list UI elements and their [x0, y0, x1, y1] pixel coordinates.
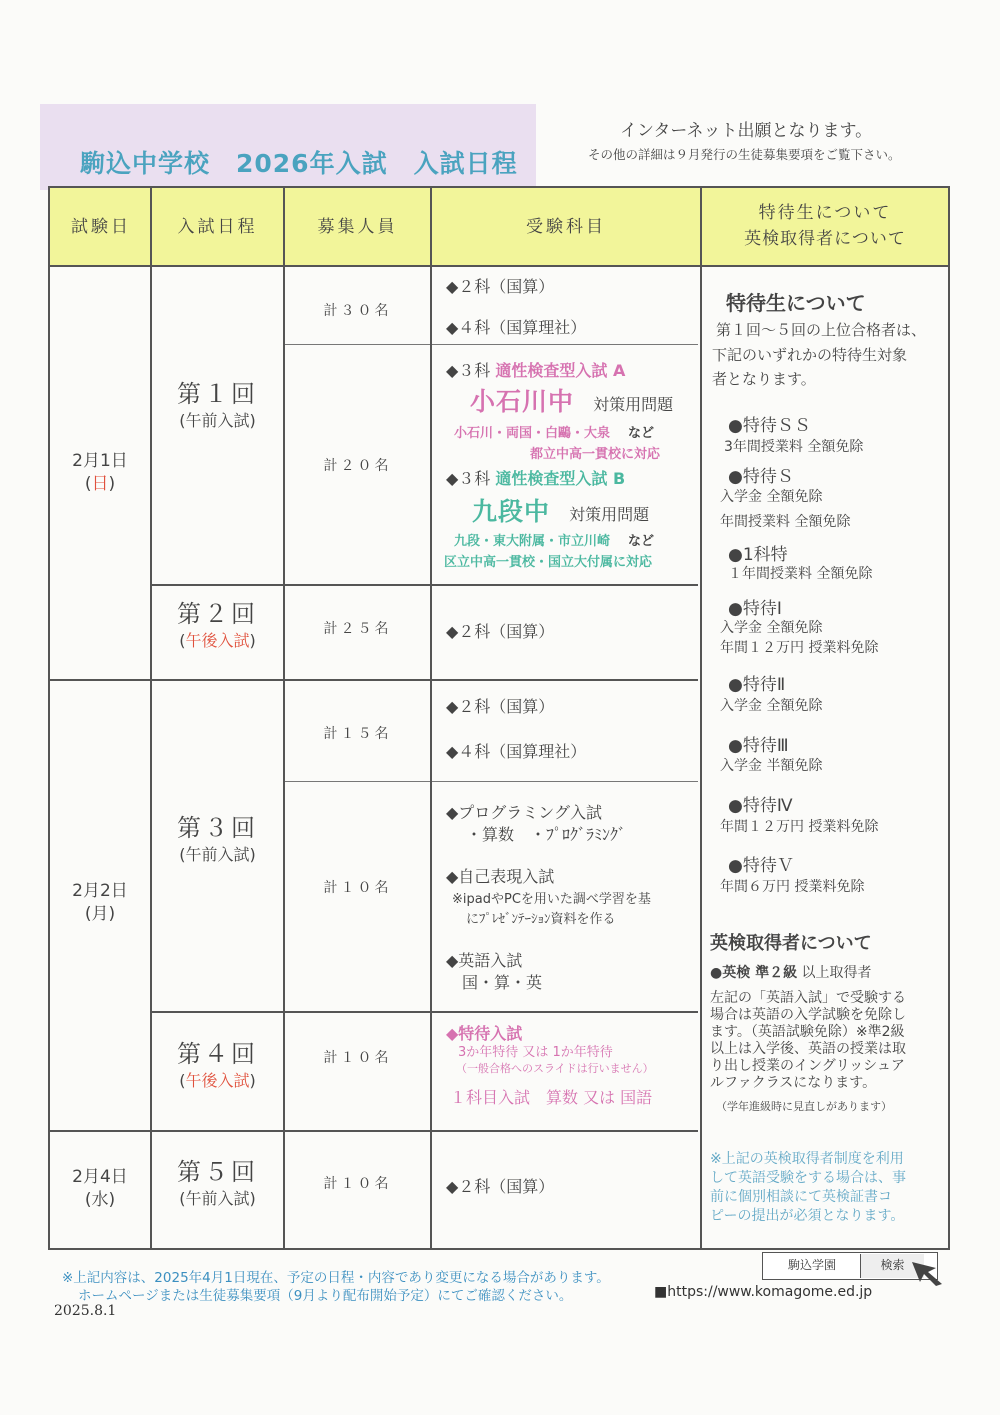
capacity-2: 計２５名: [323, 621, 392, 637]
subject-2ka-session2: ◆２科（国算）: [446, 622, 555, 641]
subject-english-sub: 国・算・英: [462, 973, 543, 992]
special-t1: ●特待Ⅰ: [728, 599, 782, 619]
subject-self-expression-sub2: にﾌﾟﾚｾﾞﾝﾃｰｼｮﾝ資料を作る: [466, 912, 616, 927]
session-1: 第１回 (午前入試): [177, 380, 258, 430]
subject-2ka-session3: ◆２科（国算）: [446, 697, 555, 716]
capacity-1b: 計２０名: [323, 458, 392, 474]
row-divider: [48, 1130, 698, 1132]
subject-4ka: ◆４科（国算理社）: [446, 318, 587, 337]
subject-special-exam-sub: 3か年特待 又は 1か年特待: [458, 1045, 613, 1060]
details-note: その他の詳細は９月発行の生徒募集要項をご覧下さい。: [588, 147, 901, 162]
capacity-3a: 計１５名: [323, 726, 392, 742]
capacity-4: 計１０名: [323, 1050, 392, 1066]
special-t2: ●特待Ⅱ: [728, 675, 786, 695]
special-t5: ●特待Ｖ: [728, 856, 794, 876]
special-one-subject-desc: １年間授業料 全額免除: [728, 566, 873, 582]
row-divider: [284, 781, 698, 782]
special-t2-desc: 入学金 全額免除: [720, 698, 823, 714]
row-divider: [150, 1011, 698, 1013]
capacity-1a: 計３０名: [323, 303, 392, 319]
header-eiken: 英検取得者について: [744, 229, 906, 249]
subject-4ka-session3: ◆４科（国算理社）: [446, 742, 587, 761]
cursor-arrow-icon: [908, 1258, 948, 1288]
eiken-heading: 英検取得者について: [710, 933, 872, 954]
header-special: 特待生について: [758, 203, 892, 223]
session-5: 第５回 (午前入試): [177, 1158, 258, 1208]
subject-2ka: ◆２科（国算）: [446, 277, 555, 296]
special-t1-desc-2: 年間１２万円 授業料免除: [720, 640, 879, 656]
subject-koishikawa-list: 小石川・両国・白鷗・大泉 など: [454, 426, 655, 441]
subject-tekisei-b: ◆３科 適性検査型入試 B: [446, 469, 626, 488]
special-ss: ●特待ＳＳ: [728, 416, 811, 436]
page-title: 駒込中学校 2026年入試 入試日程: [80, 149, 518, 178]
subject-koishikawa-target: 都立中高一貫校に対応: [530, 447, 661, 462]
weekday-sunday: 日: [91, 474, 109, 494]
subject-kudan: 九段中 対策用問題: [472, 497, 650, 526]
issue-date: 2025.8.1: [54, 1303, 117, 1319]
subject-programming-sub: ・算数 ・ﾌﾟﾛｸﾞﾗﾐﾝｸﾞ: [466, 825, 627, 844]
row-divider: [150, 584, 698, 586]
date-feb4: 2月4日 (水): [72, 1167, 128, 1210]
special-intro-2: 下記のいずれかの特待生対象: [712, 346, 908, 364]
date-feb1: 2月1日 (日): [72, 451, 128, 494]
footer-url[interactable]: ■https://www.komagome.ed.jp: [654, 1284, 873, 1300]
subject-self-expression: ◆自己表現入試: [446, 867, 555, 886]
special-intro-1: 第１回～５回の上位合格者は、: [716, 321, 927, 339]
subject-2ka-session5: ◆２科（国算）: [446, 1177, 555, 1196]
col-divider: [283, 188, 285, 1248]
special-t4: ●特待Ⅳ: [728, 796, 793, 816]
search-input[interactable]: 駒込学園: [787, 1258, 836, 1272]
col-divider: [430, 188, 432, 1248]
subject-english: ◆英語入試: [446, 951, 523, 970]
header-capacity: 募集人員: [317, 217, 398, 237]
subject-tekisei-a: ◆３科 適性検査型入試 A: [446, 361, 626, 380]
special-s: ●特待Ｓ: [728, 467, 794, 487]
row-divider: [48, 679, 698, 681]
subject-koishikawa: 小石川中 対策用問題: [470, 387, 674, 416]
special-t5-desc: 年間６万円 授業料免除: [720, 879, 865, 895]
row-divider: [284, 344, 698, 345]
special-intro-3: 者となります。: [712, 370, 816, 388]
subject-special-exam-note: （一般合格へのスライドは行いません）: [456, 1062, 654, 1075]
special-ss-desc: 3年間授業料 全額免除: [724, 439, 864, 455]
session-3: 第３回 (午前入試): [177, 814, 258, 864]
header-divider: [48, 265, 950, 267]
special-t3: ●特待Ⅲ: [728, 736, 789, 756]
footer-note-1: ※上記内容は、2025年4月1日現在、予定の日程・内容であり変更になる場合があります。: [62, 1270, 610, 1286]
special-one-subject: ●1科特: [728, 545, 788, 565]
special-s-desc-1: 入学金 全額免除: [720, 489, 823, 505]
special-t4-desc: 年間１２万円 授業料免除: [720, 819, 879, 835]
special-s-desc-2: 年間授業料 全額免除: [720, 514, 851, 530]
subject-kudan-target: 区立中高一貫校・国立大付属に対応: [444, 555, 653, 570]
footer-note-2: ホームページまたは生徒募集要項（9月より配布開始予定）にてご確認ください。: [78, 1288, 573, 1304]
subject-one-subject: １科目入試 算数 又は 国語: [450, 1088, 653, 1107]
header-date: 試験日: [71, 217, 131, 237]
header-schedule: 入試日程: [177, 217, 258, 237]
session-2: 第２回 (午後入試): [177, 600, 258, 650]
search-button[interactable]: 検索: [860, 1254, 924, 1278]
eiken-note: ※上記の英検取得者制度を利用 して英語受験をする場合は、事 前に個別相談にて英検証書コ ピーの提出が必須となります。: [710, 1151, 906, 1224]
subject-kudan-list: 九段・東大附属・市立川崎 など: [454, 534, 655, 549]
special-t1-desc-1: 入学金 全額免除: [720, 620, 823, 636]
special-t3-desc: 入学金 半額免除: [720, 758, 823, 774]
subject-programming: ◆プログラミング入試: [446, 803, 602, 822]
date-feb2: 2月2日 (月): [72, 881, 128, 924]
header-subjects: 受験科目: [526, 217, 606, 237]
capacity-3b: 計１０名: [323, 880, 392, 896]
subject-self-expression-sub1: ※ipadやPCを用いた調べ学習を基: [452, 892, 651, 907]
capacity-5: 計１０名: [323, 1176, 392, 1192]
special-heading: 特待生について: [726, 291, 866, 315]
eiken-body: 左記の「英語入試」で受験する 場合は英語の入学試験を免除し ます。（英語試験免除）※準2級 以上は入学後、英語の授業は取 り出し授業のイングリッシュア ルファクラスになります。: [710, 990, 906, 1091]
eiken-requirement: ●英検 準２級 以上取得者: [710, 965, 872, 981]
session-4: 第４回 (午後入試): [177, 1040, 258, 1090]
subject-special-exam: ◆特待入試: [446, 1024, 523, 1043]
eiken-body-note: （学年進級時に見直しがあります）: [716, 1100, 892, 1113]
internet-application-note: インターネット出願となります。: [620, 121, 873, 141]
col-divider: [700, 188, 702, 1248]
